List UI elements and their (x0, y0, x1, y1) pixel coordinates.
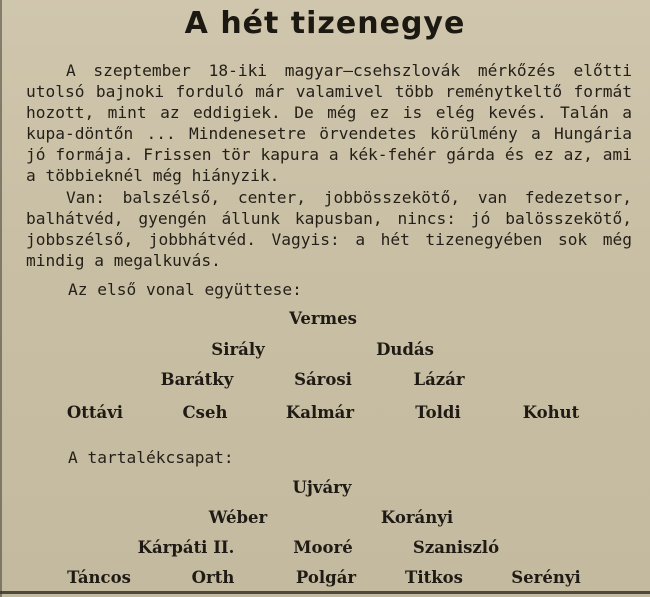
first-team-forward-2: Cseh (182, 403, 228, 422)
reserve-team-half-left: Kárpáti II. (137, 538, 235, 557)
reserve-team-forward-5: Serényi (511, 568, 581, 587)
first-team-half-center: Sárosi (294, 370, 352, 389)
reserve-team-label: A tartalékcsapat: (68, 448, 234, 467)
first-team-back-left: Sirály (211, 340, 265, 359)
first-team-back-right: Dudás (376, 340, 434, 359)
reserve-team-forward-4: Titkos (405, 568, 463, 587)
first-team-half-right: Lázár (413, 370, 465, 389)
first-team-forward-3: Kalmár (285, 403, 355, 422)
reserve-team-goalkeeper: Ujváry (292, 478, 352, 497)
first-team-forward-4: Toldi (415, 403, 461, 422)
first-team-goalkeeper: Vermes (289, 309, 357, 328)
article-paragraph-1: A szeptember 18-iki magyar—csehszlovák mérkőzés előtti utolsó bajnoki forduló már valamivel több reménytkeltő formát hozott, mint az eddigiek. De még ez is elég kevés. Talán a kupa-döntőn ... Mindenesetre örvendetes körülmény a Hungária jó formája. Frissen tör kapura a kék-fehér gárda és ez az, ami a többieknél még hiányzik. (26, 61, 632, 185)
reserve-team-back-right: Korányi (380, 508, 454, 527)
reserve-team-forward-3: Polgár (295, 568, 357, 587)
reserve-team-half-right: Szaniszló (412, 538, 500, 557)
headline: A hét tizenegye (184, 6, 466, 41)
reserve-team-half-center: Mooré (293, 538, 353, 557)
reserve-team-back-left: Wéber (208, 508, 268, 527)
first-team-label: Az első vonal együttese: (68, 280, 302, 299)
reserve-team-forward-2: Orth (191, 568, 235, 587)
first-team-forward-1: Ottávi (66, 403, 124, 422)
reserve-team-forward-1: Táncos (67, 568, 131, 587)
first-team-forward-5: Kohut (522, 403, 580, 422)
first-team-half-left: Barátky (160, 370, 234, 389)
article-paragraph-2: Van: balszélső, center, jobbösszekötő, van fedezetsor, balhátvéd, gyengén állunk kapusban, nincs: jó balösszekötő, jobbszélső, jobbhátvéd. Vagyis: a hét tizenegyében sok még mindig a megalkuvás. (26, 188, 632, 270)
bottom-rule (0, 591, 650, 594)
